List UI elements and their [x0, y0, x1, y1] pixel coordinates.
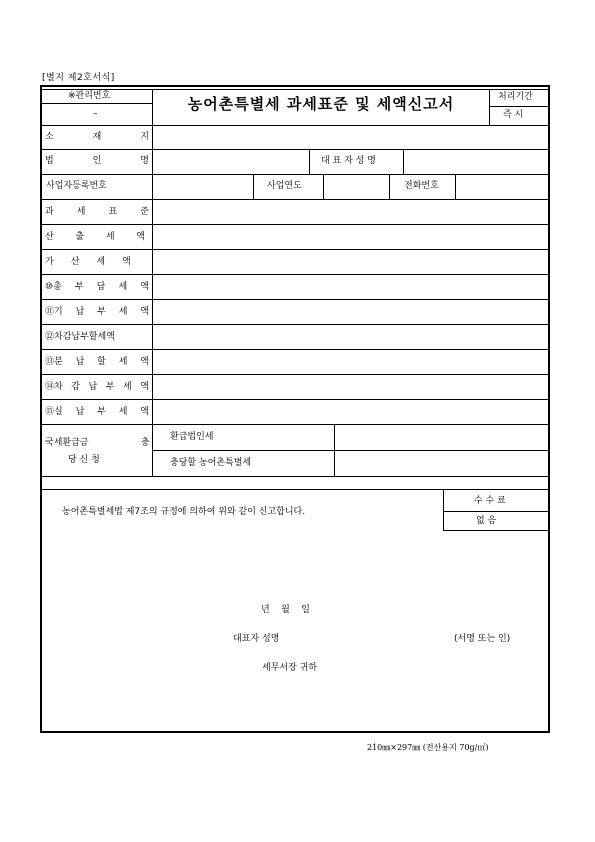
corporation-name-field[interactable] [153, 152, 308, 170]
total-tax-field[interactable] [153, 277, 548, 297]
installment-tax-label: ⑬분 납 할 세 액 [45, 357, 149, 367]
business-year-label: 사업연도 [267, 181, 302, 191]
computed-tax-field[interactable] [153, 227, 548, 247]
refund-corp-tax-field[interactable] [335, 427, 547, 448]
business-reg-number-field[interactable] [153, 177, 252, 195]
phone-number-field[interactable] [456, 177, 547, 195]
processing-period-value: 즉 시 [503, 110, 524, 120]
paid-tax-field[interactable] [153, 302, 548, 322]
tax-base-field[interactable] [153, 202, 548, 222]
corporation-name-label: 법 인 명 [45, 156, 149, 166]
additional-tax-field[interactable] [153, 252, 548, 272]
form-title: 농어촌특별세 과세표준 및 세액신고서 [187, 95, 455, 113]
management-number-label: ※관리번호 [68, 91, 111, 101]
location-field[interactable] [153, 130, 548, 145]
applied-rural-tax-label: 충당할 농어촌특별세 [170, 458, 252, 468]
processing-period-label: 처리기간 [498, 92, 533, 102]
refund-application-label-char: 충 [141, 438, 150, 448]
net-payment-tax-field[interactable] [153, 377, 548, 397]
management-number-value[interactable]: – [93, 109, 98, 119]
representative-signature-field[interactable] [296, 630, 446, 648]
date-line[interactable]: 년 월 일 [261, 605, 310, 615]
representative-signature-label: 대표자 성명 [233, 634, 280, 644]
business-year-field[interactable] [324, 177, 388, 195]
deferred-tax-label: ⑫차감납부할세액 [45, 332, 115, 342]
applied-rural-tax-field[interactable] [335, 453, 547, 474]
refund-corp-tax-label: 환급법인세 [170, 432, 214, 442]
paid-tax-label: ⑪기 납 부 세 액 [45, 307, 149, 317]
representative-name-label: 대 표 자 성 명 [321, 156, 376, 166]
total-tax-label: ⑩총 부 담 세 액 [45, 282, 149, 292]
refund-application-label-line2: 당 신 청 [68, 455, 100, 465]
declaration-statement: 농어촌특별세법 제7조의 규정에 의하여 위와 같이 신고합니다. [62, 507, 306, 517]
net-payment-tax-label: ⑭차 감 납 부 세 액 [45, 382, 149, 392]
representative-name-field[interactable] [404, 152, 547, 170]
business-reg-number-label: 사업자등록번호 [46, 181, 107, 191]
deferred-tax-field[interactable] [153, 327, 548, 347]
additional-tax-label: 가 산 세 액 [45, 257, 131, 267]
actual-payment-tax-field[interactable] [153, 402, 548, 422]
fee-label: 수 수 료 [474, 496, 506, 506]
signature-note: (서명 또는 인) [454, 634, 511, 644]
tax-base-label: 과 세 표 준 [45, 207, 149, 217]
addressee: 세무서장 귀하 [262, 663, 318, 673]
actual-payment-tax-label: ⑮실 납 부 세 액 [45, 407, 149, 417]
phone-number-label: 전화번호 [404, 181, 439, 191]
computed-tax-label: 산 출 세 액 [45, 232, 145, 242]
fee-value: 없 음 [476, 516, 497, 526]
refund-application-label-line1: 국세환급금 [45, 438, 89, 448]
location-label: 소 재 지 [45, 132, 149, 142]
installment-tax-field[interactable] [153, 352, 548, 372]
form-number-tag: [별지 제2호서식] [42, 73, 115, 83]
paper-size-note: 210㎜×297㎜ (전산용지 70g/㎡) [367, 743, 489, 752]
